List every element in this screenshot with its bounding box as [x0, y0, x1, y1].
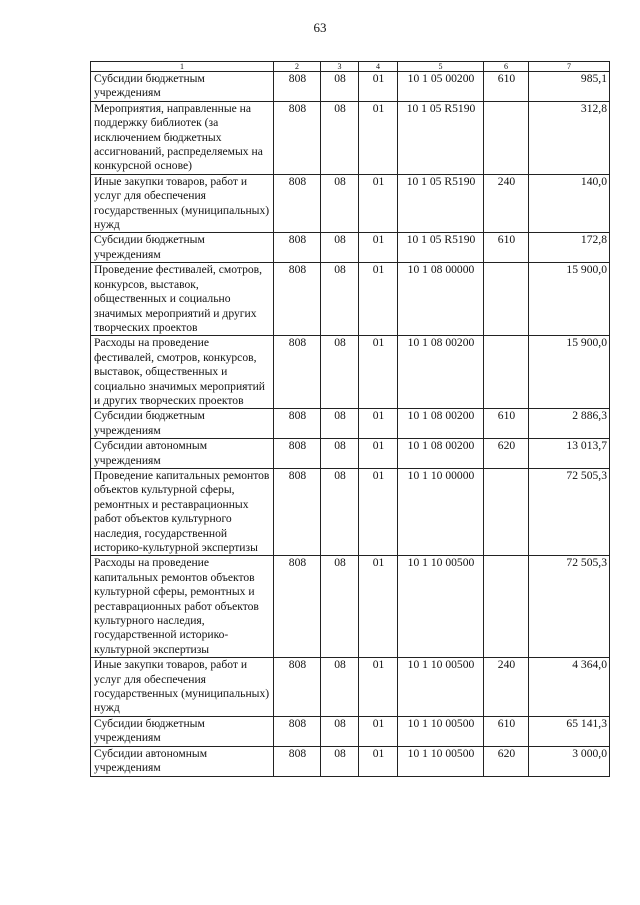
- grbs-code: 808: [274, 101, 321, 174]
- target-article-code: 10 1 10 00500: [398, 716, 484, 746]
- target-article-code: 10 1 10 00500: [398, 556, 484, 658]
- target-article-code: 10 1 10 00000: [398, 468, 484, 555]
- column-number-row: [91, 62, 610, 72]
- section-code: 08: [321, 101, 359, 174]
- subsection-code: 01: [359, 716, 398, 746]
- expense-type-code: 240: [484, 174, 529, 233]
- page-number: 63: [313, 20, 327, 35]
- amount: 3 000,0: [529, 746, 610, 776]
- grbs-code: 808: [274, 716, 321, 746]
- expense-type-code: 610: [484, 233, 529, 263]
- amount: 4 364,0: [529, 658, 610, 717]
- grbs-code: 808: [274, 658, 321, 717]
- subsection-code: 01: [359, 556, 398, 658]
- expense-name: Субсидии бюджетным учреждениям: [91, 716, 274, 746]
- grbs-code: 808: [274, 439, 321, 469]
- table-row: [91, 439, 610, 469]
- expense-name: Проведение фестивалей, смотров, конкурсов, выставок, общественных и социально значимых мероприятий и других творческих проектов: [91, 263, 274, 336]
- expense-type-code: 610: [484, 716, 529, 746]
- subsection-code: 01: [359, 658, 398, 717]
- budget-table: [90, 61, 610, 777]
- section-code: 08: [321, 716, 359, 746]
- expense-type-code: 620: [484, 746, 529, 776]
- table-row: [91, 468, 610, 555]
- section-code: 08: [321, 72, 359, 102]
- table-row: [91, 174, 610, 233]
- expense-type-code: 620: [484, 439, 529, 469]
- expense-type-code: 610: [484, 409, 529, 439]
- column-header: 5: [398, 62, 484, 72]
- column-header: 6: [484, 62, 529, 72]
- column-header: 2: [274, 62, 321, 72]
- expense-name: Иные закупки товаров, работ и услуг для обеспечения государственных (муниципальных) нужд: [91, 174, 274, 233]
- target-article-code: 10 1 05 R5190: [398, 174, 484, 233]
- grbs-code: 808: [274, 336, 321, 409]
- table-row: [91, 233, 610, 263]
- column-header: 7: [529, 62, 610, 72]
- expense-name: Субсидии бюджетным учреждениям: [91, 233, 274, 263]
- table-row: [91, 101, 610, 174]
- subsection-code: 01: [359, 174, 398, 233]
- amount: 2 886,3: [529, 409, 610, 439]
- section-code: 08: [321, 468, 359, 555]
- grbs-code: 808: [274, 263, 321, 336]
- table-row: [91, 746, 610, 776]
- column-header: 3: [321, 62, 359, 72]
- grbs-code: 808: [274, 72, 321, 102]
- target-article-code: 10 1 10 00500: [398, 658, 484, 717]
- grbs-code: 808: [274, 556, 321, 658]
- grbs-code: 808: [274, 233, 321, 263]
- column-header: 4: [359, 62, 398, 72]
- expense-name: Субсидии бюджетным учреждениям: [91, 72, 274, 102]
- grbs-code: 808: [274, 174, 321, 233]
- expense-name: Мероприятия, направленные на поддержку библиотек (за исключением бюджетных ассигнований, распределяемых на конкурсной основе): [91, 101, 274, 174]
- section-code: 08: [321, 556, 359, 658]
- target-article-code: 10 1 05 00200: [398, 72, 484, 102]
- expense-type-code: [484, 263, 529, 336]
- table-row: [91, 716, 610, 746]
- section-code: 08: [321, 174, 359, 233]
- section-code: 08: [321, 336, 359, 409]
- amount: 172,8: [529, 233, 610, 263]
- table-row: [91, 263, 610, 336]
- table-row: [91, 336, 610, 409]
- target-article-code: 10 1 05 R5190: [398, 101, 484, 174]
- expense-name: Субсидии бюджетным учреждениям: [91, 409, 274, 439]
- section-code: 08: [321, 233, 359, 263]
- amount: 72 505,3: [529, 556, 610, 658]
- subsection-code: 01: [359, 72, 398, 102]
- amount: 985,1: [529, 72, 610, 102]
- expense-type-code: 610: [484, 72, 529, 102]
- section-code: 08: [321, 439, 359, 469]
- target-article-code: 10 1 08 00200: [398, 336, 484, 409]
- amount: 15 900,0: [529, 336, 610, 409]
- expense-type-code: [484, 556, 529, 658]
- table-row: [91, 658, 610, 717]
- expense-type-code: 240: [484, 658, 529, 717]
- table-row: [91, 556, 610, 658]
- amount: 15 900,0: [529, 263, 610, 336]
- target-article-code: 10 1 10 00500: [398, 746, 484, 776]
- grbs-code: 808: [274, 468, 321, 555]
- expense-type-code: [484, 336, 529, 409]
- grbs-code: 808: [274, 746, 321, 776]
- target-article-code: 10 1 08 00200: [398, 409, 484, 439]
- section-code: 08: [321, 658, 359, 717]
- expense-name: Субсидии автономным учреждениям: [91, 746, 274, 776]
- subsection-code: 01: [359, 746, 398, 776]
- subsection-code: 01: [359, 263, 398, 336]
- amount: 140,0: [529, 174, 610, 233]
- expense-name: Расходы на проведение фестивалей, смотров, конкурсов, выставок, общественных и социально значимых мероприятий и других творческих проектов: [91, 336, 274, 409]
- section-code: 08: [321, 263, 359, 336]
- expense-name: Расходы на проведение капитальных ремонтов объектов культурной сферы, ремонтных и реставрационных работ объектов культурного наследия, государственной историко-культурной экспертизы: [91, 556, 274, 658]
- section-code: 08: [321, 409, 359, 439]
- expense-name: Проведение капитальных ремонтов объектов культурной сферы, ремонтных и реставрационных работ объектов культурного наследия, государственной историко-культурной экспертизы: [91, 468, 274, 555]
- expense-type-code: [484, 101, 529, 174]
- amount: 13 013,7: [529, 439, 610, 469]
- amount: 312,8: [529, 101, 610, 174]
- subsection-code: 01: [359, 409, 398, 439]
- expense-name: Иные закупки товаров, работ и услуг для обеспечения государственных (муниципальных) нужд: [91, 658, 274, 717]
- grbs-code: 808: [274, 409, 321, 439]
- subsection-code: 01: [359, 233, 398, 263]
- table-row: [91, 409, 610, 439]
- subsection-code: 01: [359, 439, 398, 469]
- amount: 65 141,3: [529, 716, 610, 746]
- column-header: 1: [91, 62, 274, 72]
- amount: 72 505,3: [529, 468, 610, 555]
- subsection-code: 01: [359, 101, 398, 174]
- section-code: 08: [321, 746, 359, 776]
- subsection-code: 01: [359, 468, 398, 555]
- target-article-code: 10 1 08 00200: [398, 439, 484, 469]
- subsection-code: 01: [359, 336, 398, 409]
- target-article-code: 10 1 05 R5190: [398, 233, 484, 263]
- expense-type-code: [484, 468, 529, 555]
- target-article-code: 10 1 08 00000: [398, 263, 484, 336]
- table-row: [91, 72, 610, 102]
- expense-name: Субсидии автономным учреждениям: [91, 439, 274, 469]
